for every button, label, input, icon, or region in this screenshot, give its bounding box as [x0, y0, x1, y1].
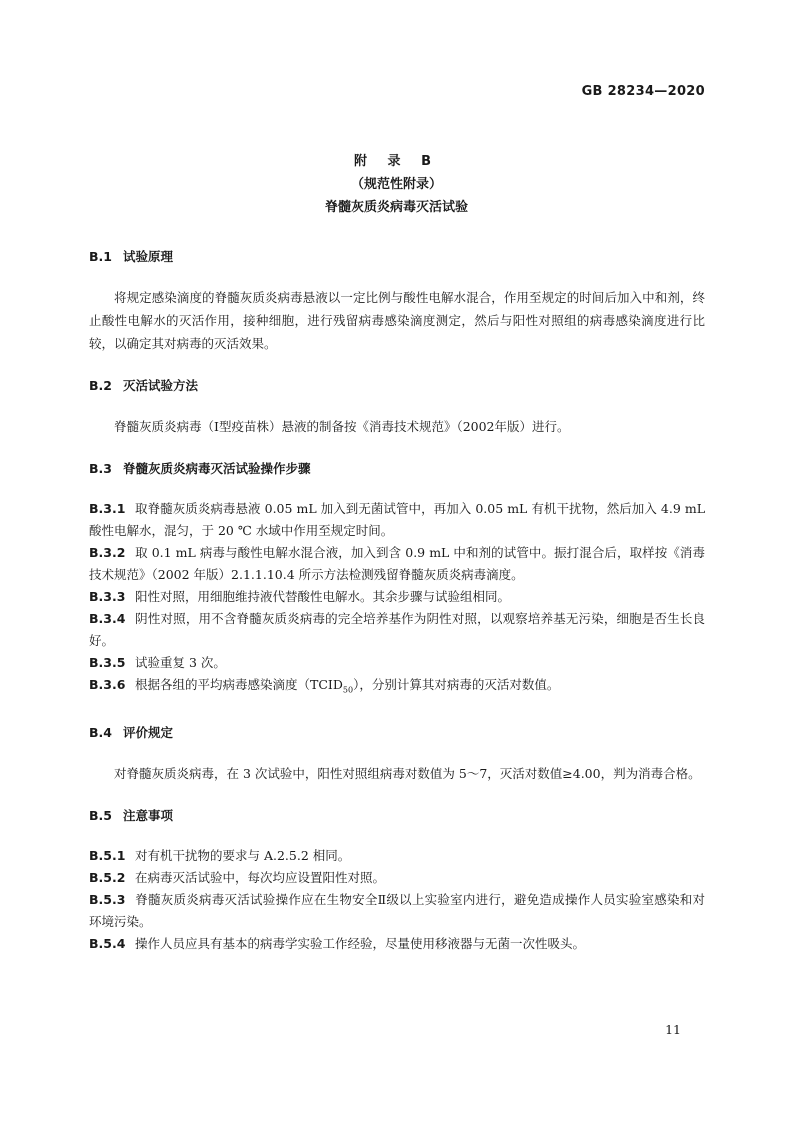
item-text: 试验重复 3 次。: [135, 655, 226, 670]
section-title: 注意事项: [123, 807, 174, 823]
item-text: 阳性对照，用细胞维持液代替酸性电解水。其余步骤与试验组相同。: [135, 589, 511, 604]
item-b3-5: [89, 652, 705, 674]
appendix-label: 附 录 B: [354, 154, 439, 169]
appendix-title-block: [0, 150, 793, 219]
item-number: B.3.6: [89, 677, 126, 692]
item-text-subscript: 50: [342, 685, 354, 695]
section-number: B.4: [89, 724, 112, 740]
section-b2-text: 脊髓灰质炎病毒（Ⅰ型疫苗株）悬液的制备按《消毒技术规范》（2002年版）进行。: [114, 419, 570, 434]
section-number: B.2: [89, 378, 112, 393]
item-number: B.3.3: [89, 589, 126, 604]
section-title: 评价规定: [123, 724, 174, 740]
item-number: B.5.4: [89, 935, 126, 951]
item-text-post: ），分别计算其对病毒的灭活对数值。: [353, 677, 560, 692]
item-b3-6: [89, 674, 705, 702]
standard-code: GB 28234—2020: [581, 84, 705, 99]
item-number: B.3.4: [89, 611, 126, 626]
section-b1-heading: [89, 246, 705, 268]
item-b5-4: [89, 933, 705, 955]
item-number: B.3.5: [89, 655, 126, 670]
item-text: 阴性对照，用不含脊髓灰质炎病毒的完全培养基作为阴性对照，以观察培养基无污染，细胞是否生长良好。: [89, 611, 705, 648]
appendix-nature: （规范性附录）: [350, 177, 442, 192]
section-number: B.1: [89, 249, 112, 264]
item-text: 脊髓灰质炎病毒灭活试验操作应在生物安全Ⅱ级以上实验室内进行，避免造成操作人员实验室感染和对环境污染。: [89, 891, 705, 929]
item-b3-3: [89, 586, 705, 608]
section-b2-heading: [89, 375, 705, 397]
item-b5-2: [89, 867, 705, 889]
item-text: 取 0.1 mL 病毒与酸性电解水混合液，加入到含 0.9 mL 中和剂的试管中。振打混合后，取样按《消毒技术规范》（2002 年版）2.1.1.10.4 所示方法检测残留脊髓灰质炎病毒滴度。: [89, 545, 705, 582]
item-b3-4: [89, 608, 705, 652]
section-title: 脊髓灰质炎病毒灭活试验操作步骤: [123, 461, 311, 476]
section-b3-heading: [89, 458, 705, 480]
section-b4-text: 对脊髓灰质炎病毒，在 3 次试验中，阳性对照组病毒对数值为 5～7，灭活对数值≥4.00，判为消毒合格。: [114, 765, 701, 781]
section-b4-heading: [89, 722, 705, 744]
section-title: 试验原理: [123, 249, 174, 264]
item-text: 取脊髓灰质炎病毒悬液 0.05 mL 加入到无菌试管中，再加入 0.05 mL 有机干扰物，然后加入 4.9 mL 酸性电解水，混匀，于 20 ℃ 水域中作用至规定时间。: [89, 501, 705, 538]
section-number: B.3: [89, 461, 112, 476]
section-number: B.5: [89, 807, 112, 823]
item-b5-1: [89, 845, 705, 867]
section-b5-heading: [89, 805, 705, 827]
item-b3-1: [89, 498, 705, 542]
item-b3-2: [89, 542, 705, 586]
item-number: B.5.1: [89, 847, 126, 863]
item-text-pre: 根据各组的平均病毒感染滴度（TCID: [135, 677, 343, 692]
item-text: 在病毒灭活试验中，每次均应设置阳性对照。: [135, 869, 386, 885]
item-number: B.3.2: [89, 545, 126, 560]
document-body: [89, 246, 705, 955]
item-b5-3: [89, 889, 705, 933]
section-b1-text: 将规定感染滴度的脊髓灰质炎病毒悬液以一定比例与酸性电解水混合，作用至规定的时间后加入中和剂，终止酸性电解水的灭活作用，接种细胞，进行残留病毒感染滴度测定，然后与阳性对照组的病毒感染滴度进行比较，以确定其对病毒的灭活效果。: [89, 290, 705, 351]
appendix-name: 脊髓灰质炎病毒灭活试验: [324, 200, 468, 215]
item-number: B.5.2: [89, 869, 126, 885]
item-number: B.5.3: [89, 891, 126, 907]
item-text: 操作人员应具有基本的病毒学实验工作经验，尽量使用移液器与无菌一次性吸头。: [135, 935, 586, 951]
item-text: 对有机干扰物的要求与 A.2.5.2 相同。: [135, 847, 351, 863]
page-number: 11: [665, 1022, 681, 1037]
item-number: B.3.1: [89, 501, 126, 516]
section-title: 灭活试验方法: [123, 378, 199, 393]
